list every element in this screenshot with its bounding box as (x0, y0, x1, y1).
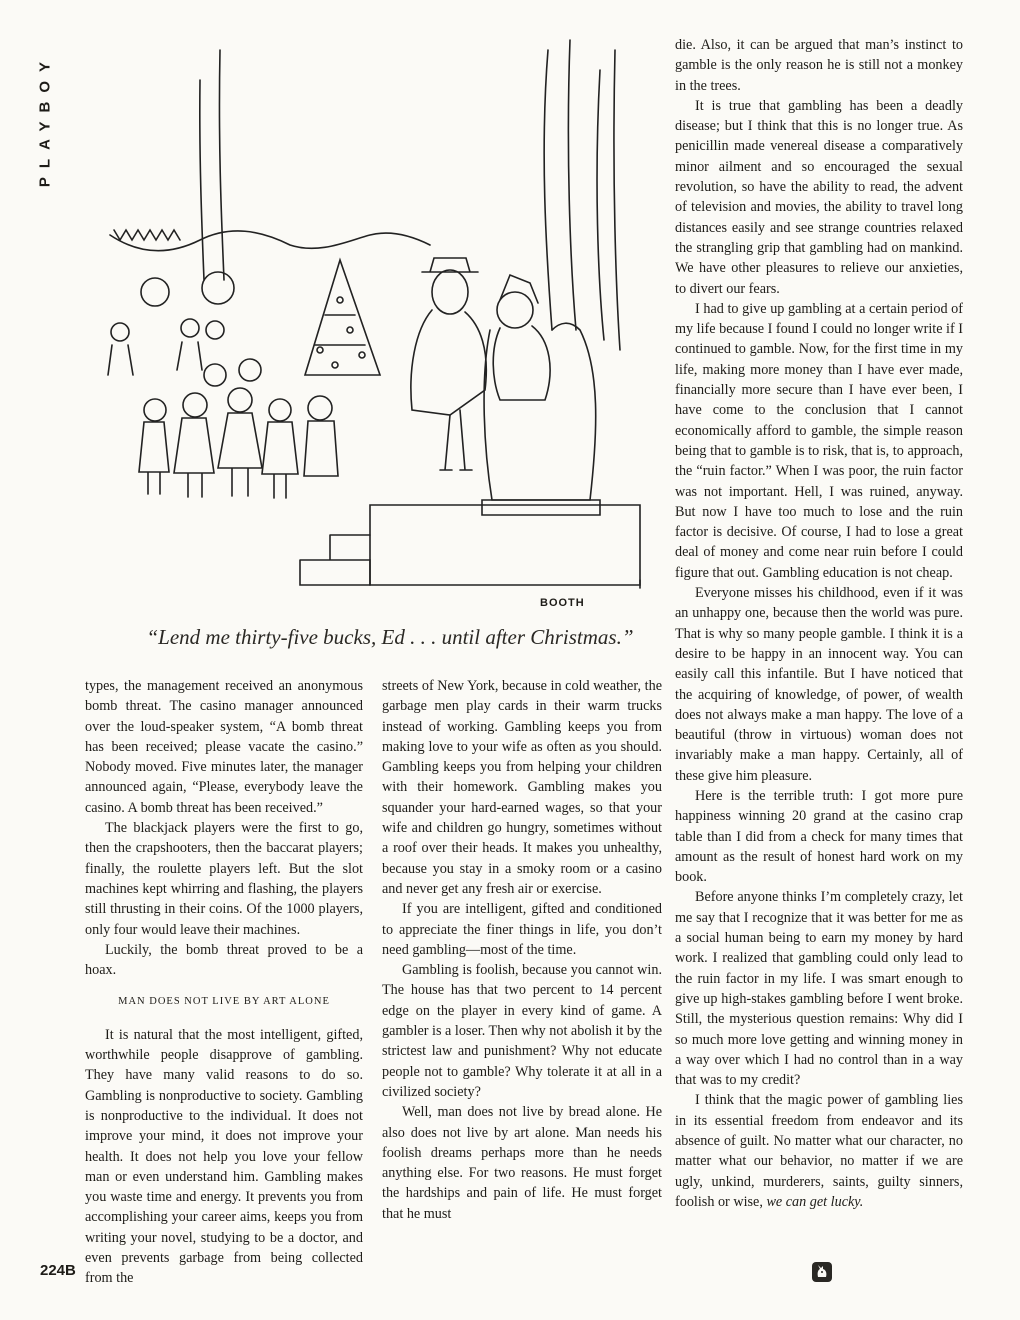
paragraph: It is true that gambling has been a deadly disease; but I think that this is no longer true. As penicillin made venereal disease a comparatively minor ailment and so encouraged the sexual revolution, so have the ability to read, the advent of television and movies, the ability to travel long distances easily and see strange countries relaxed the strangling grip that gambling had on mankind. We have other pleasures to relieve our anxieties, to divert our fears. (675, 97, 963, 297)
paragraph: types, the management received an anonymous bomb threat. The casino manager announced over the loud-speaker system, “A bomb threat has been received; please vacate the casino.” Nobody moved. Five minutes later, the manager announced again, “Please, everybody leave the casino. A bomb threat has been received.” (85, 678, 363, 816)
paragraph: die. Also, it can be argued that man’s instinct to gamble is the only reason he is still not a monkey in the trees. (675, 37, 963, 94)
paragraph: I had to give up gambling at a certain period of my life because I found I could no longer write if I continued to gamble. Now, for the first time in my life, making more money than I have ever made, financially more secure than I have ever been, I have come to the conclusion that I cannot economically afford to gamble, the simple reason being that to gamble is to risk, that is, to approach, the “ruin factor.” When I was poor, the ruin factor was not important. Hell, I was ruined, anyway. But now I have too much to lose and the ruin factor is decisive. Of course, I had to lose a great deal of money and come near ruin before I could figure that out. Gambling education is not cheap. (675, 300, 963, 581)
paragraph: Here is the terrible truth: I got more pure happiness winning 20 grand at the casino crap table than I did from a check for many times that amount as the result of honest hard work on my book. (675, 787, 963, 886)
paragraph: The blackjack players were the first to go, then the crapshooters, then the baccarat players; finally, the roulette players left. But the slot machines kept whirring and flashing, the players still thrusting in their coins. Of the 1000 players, only four would leave their machines. (85, 820, 363, 938)
page-number: 224B (40, 1262, 76, 1279)
masthead-text: PLAYBOY (36, 52, 54, 188)
paragraph (675, 1090, 963, 1212)
article-column-1 (85, 676, 363, 1289)
cartoon-caption: “Lend me thirty-five bucks, Ed . . . until after Christmas.” (146, 625, 634, 649)
article-column-3 (675, 35, 963, 1212)
paragraph: Before anyone thinks I’m completely crazy, let me say that I recognize that it was better for me as a social human being to earn my money by hard work. I realized that gambling could only lead to the ruin factor in my life. I was smart enough to give up high-stakes gambling before I went broke. Still, the mysterious question remains: Why did I so much more love getting and winning money in a way over which I had no control than in a way that was to my credit? (675, 889, 963, 1089)
article-column-2 (382, 676, 662, 1224)
paragraph: streets of New York, because in cold weather, the garbage men play cards in their warm trucks instead of working. Gambling keeps you from making love to your wife as often as you should. Gambling keeps you from helping your children with their homework. Gambling makes you squander your hard-earned wages, so that your wife and children go hungry, sometimes without a roof over their heads. It makes you unhealthy, because you stay in a smoky room or a casino and never get any fresh air or exercise. (382, 678, 662, 897)
paragraph: Gambling is foolish, because you cannot win. The house has that two percent to 14 percent edge on the player in every kind of game. A gambler is a loser. Then why not abolish it by the strictest law and punishment? Why not educate people not to gamble? Why tolerate it at all in a civilized society? (382, 962, 662, 1100)
section-heading: MAN DOES NOT LIVE BY ART ALONE (118, 996, 330, 1008)
paragraph-text: I think that the magic power of gambling lies in its essential freedom from endeavor and its absence of guilt. No matter what our character, no matter what our behavior, no matter if we are ugly, unkind, murderers, saints, guilty sinners, foolish or wise, (675, 1092, 963, 1210)
cartoon-illustration (100, 30, 660, 630)
paragraph: It is natural that the most intelligent, gifted, worthwhile people disapprove of gambling. They have many valid reasons to do so. Gambling is nonproductive to society. Gambling is nonproductive to the individual. It does not improve your mind, it does not improve your health. It does not help you love your fellow man or even understand him. Gambling makes you waste time and energy. It prevents you from accomplishing your career aims, keeps you from writing your novel, studying to be a doctor, and even prevents garbage from being collected from the (85, 1026, 363, 1287)
rabbit-head-end-mark-icon (812, 1262, 832, 1282)
cartoon-drawing (100, 30, 660, 630)
magazine-masthead (28, 40, 62, 200)
paragraph: Well, man does not live by bread alone. He also does not live by art alone. Man needs his foolish dreams perhaps more than he needs anything else. For two reasons. He must forget the hardships and pain of life. He must forget that he must (382, 1104, 662, 1222)
paragraph: Luckily, the bomb threat proved to be a hoax. (85, 941, 363, 979)
cartoonist-signature: BOOTH (540, 597, 585, 609)
closing-phrase: we can get lucky. (766, 1193, 864, 1210)
paragraph: If you are intelligent, gifted and conditioned to appreciate the finer things in life, you don’t need gambling—most of the time. (382, 901, 662, 958)
paragraph: Everyone misses his childhood, even if it was an unhappy one, because then the world was pure. That is why so many people gamble. I think it is a desire to be happy in an innocent way. You can easily call this infantile. But I have noticed that the acquiring of knowledge, of power, of wealth does not always make a man happy. The love of a beautiful (throw in virtuous) woman does not invariably make a man happy. Certainly, all of these give him pleasure. (675, 585, 963, 784)
